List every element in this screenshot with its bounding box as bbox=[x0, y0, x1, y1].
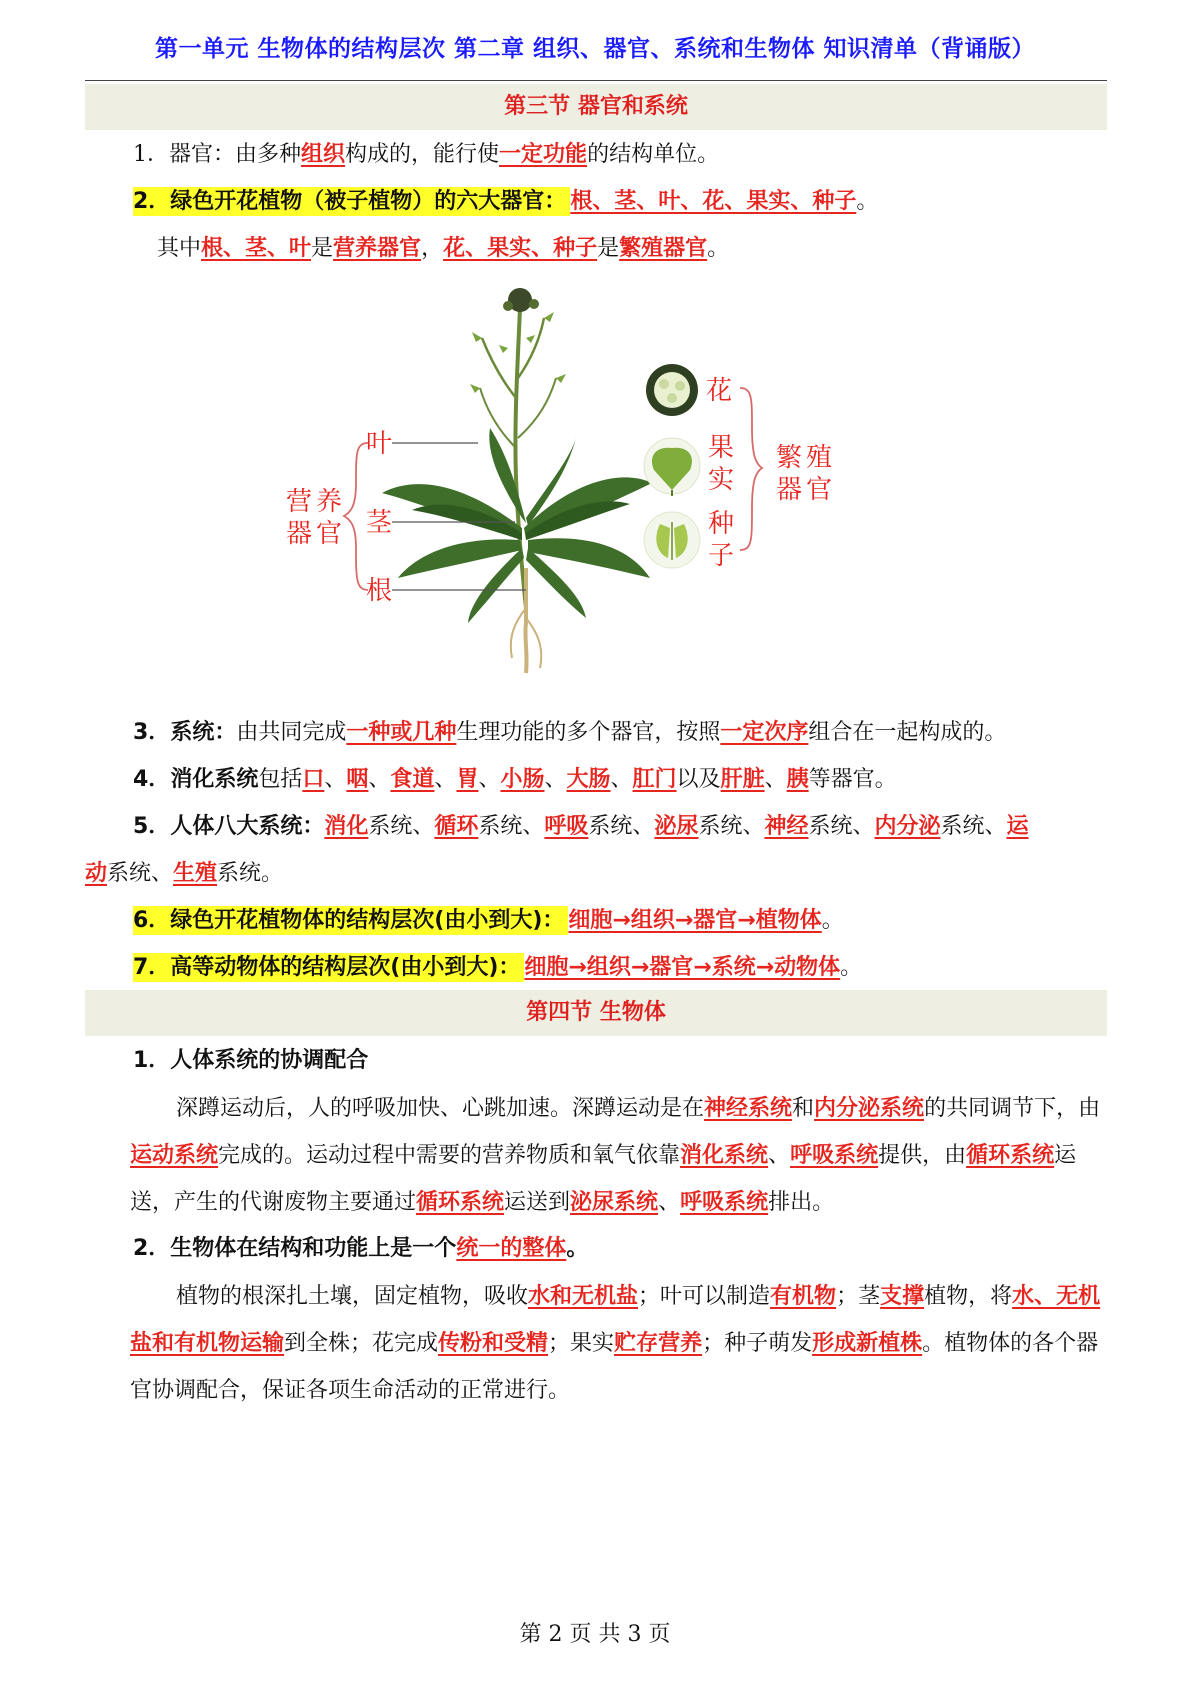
flower-label: 花 bbox=[706, 376, 733, 406]
text: 组合在一起构成的。 bbox=[808, 720, 1007, 745]
text: 系统、 bbox=[808, 814, 875, 839]
keyword: 食道 bbox=[390, 767, 435, 792]
text: ；种子萌发 bbox=[702, 1331, 813, 1356]
keyword: 动 bbox=[85, 861, 108, 886]
keyword: 呼吸 bbox=[544, 814, 589, 839]
keyword: 内分泌系统 bbox=[814, 1096, 925, 1121]
keyword: 神经 bbox=[764, 814, 809, 839]
text: 、 bbox=[610, 767, 633, 792]
text: 。 bbox=[566, 1236, 589, 1261]
keyword: 运 bbox=[1006, 814, 1029, 839]
text: 以及 bbox=[676, 767, 721, 792]
keyword: 大肠 bbox=[566, 767, 611, 792]
item-4-digestive bbox=[133, 765, 897, 795]
item-number: 3． bbox=[133, 720, 171, 745]
keyword: 细胞→组织→器官→系统→动物体 bbox=[524, 955, 841, 980]
item-number: 4． bbox=[133, 767, 171, 792]
label: 系统： bbox=[170, 720, 237, 745]
fruit-label-line1: 果 bbox=[708, 433, 735, 463]
vegetative-organs-label-line1: 营养 bbox=[286, 487, 347, 517]
keyword: 胰 bbox=[786, 767, 809, 792]
keyword: 营养器官 bbox=[333, 236, 422, 261]
text: 和 bbox=[792, 1096, 815, 1121]
text: 。植物体的各个器官协调配合，保证各项生命活动的正常进行。 bbox=[130, 1331, 1099, 1403]
keyword: 细胞→组织→器官→植物体 bbox=[568, 908, 822, 933]
seed-label-line2: 子 bbox=[708, 541, 735, 571]
item-2-detail bbox=[157, 234, 729, 264]
keyword: 消化 bbox=[324, 814, 369, 839]
text: 系统、 bbox=[940, 814, 1007, 839]
item-5-continued bbox=[85, 859, 283, 889]
root-label: 根 bbox=[366, 576, 393, 606]
keyword: 循环系统 bbox=[966, 1143, 1055, 1168]
plant-illustration bbox=[382, 288, 652, 673]
keyword: 胃 bbox=[456, 767, 479, 792]
fruit-label-line2: 实 bbox=[708, 465, 735, 495]
text: 系统、 bbox=[368, 814, 435, 839]
keyword: 口 bbox=[302, 767, 325, 792]
text: 包括 bbox=[258, 767, 303, 792]
item-7-animal-hierarchy bbox=[133, 953, 862, 983]
text: 其中 bbox=[157, 236, 202, 261]
keyword: 运动系统 bbox=[130, 1143, 219, 1168]
text: 系统、 bbox=[107, 861, 174, 886]
text: ；果实 bbox=[548, 1331, 615, 1356]
section-title-4: 第四节 生物体 bbox=[85, 990, 1107, 1036]
keyword: 循环 bbox=[434, 814, 479, 839]
reproductive-organs-group bbox=[644, 364, 836, 571]
keyword: 有机物 bbox=[770, 1284, 837, 1309]
keyword: 泌尿系统 bbox=[570, 1190, 659, 1215]
label: 消化系统 bbox=[170, 767, 259, 792]
highlighted-label: 6．绿色开花植物体的结构层次(由小到大)： bbox=[133, 906, 568, 935]
section-title-3: 第三节 器官和系统 bbox=[85, 84, 1107, 130]
text: 、 bbox=[658, 1190, 681, 1215]
keyword: 肝脏 bbox=[720, 767, 765, 792]
paragraph-plant-organs bbox=[130, 1273, 1108, 1414]
keyword: 根、茎、叶、花、果实、种子 bbox=[570, 189, 857, 214]
text: 。 bbox=[821, 908, 844, 933]
text: 是 bbox=[311, 236, 334, 261]
plant-organs-figure bbox=[286, 278, 900, 698]
text: 提供，由 bbox=[878, 1143, 967, 1168]
text: 是 bbox=[597, 236, 620, 261]
keyword: 生殖 bbox=[173, 861, 218, 886]
keyword: 消化系统 bbox=[680, 1143, 769, 1168]
text: 完成的。运动过程中需要的营养物质和氧气依靠 bbox=[218, 1143, 681, 1168]
text: ；叶可以制造 bbox=[638, 1284, 771, 1309]
text: 排出。 bbox=[768, 1190, 835, 1215]
keyword: 泌尿 bbox=[654, 814, 699, 839]
text: 、 bbox=[768, 1143, 791, 1168]
seed-image bbox=[644, 512, 700, 568]
keyword: 咽 bbox=[346, 767, 369, 792]
page-footer: 第 2 页 共 3 页 bbox=[519, 1622, 671, 1647]
stem-label: 茎 bbox=[366, 508, 393, 538]
keyword: 组织 bbox=[301, 142, 346, 167]
text: 系统、 bbox=[478, 814, 545, 839]
text: 器官：由多种 bbox=[169, 142, 302, 167]
highlighted-label: 7．高等动物体的结构层次(由小到大)： bbox=[133, 953, 524, 982]
highlighted-label: 2．绿色开花植物（被子植物）的六大器官： bbox=[133, 187, 570, 216]
keyword: 呼吸系统 bbox=[680, 1190, 769, 1215]
text: 植物的根深扎土壤，固定植物，吸收 bbox=[176, 1284, 529, 1309]
item-number: 1． bbox=[133, 142, 169, 167]
keyword: 小肠 bbox=[500, 767, 545, 792]
keyword: 水、无机盐和有机物运输 bbox=[130, 1284, 1101, 1356]
text: 到全株；花完成 bbox=[284, 1331, 439, 1356]
label: 2．生物体在结构和功能上是一个 bbox=[133, 1236, 457, 1261]
text: 生理功能的多个器官，按照 bbox=[456, 720, 721, 745]
keyword: 神经系统 bbox=[704, 1096, 793, 1121]
text: 构成的，能行使 bbox=[345, 142, 500, 167]
text: 运送到 bbox=[504, 1190, 571, 1215]
item-6-plant-hierarchy bbox=[133, 906, 844, 936]
item-5-eight-systems bbox=[133, 812, 1029, 842]
text: 、 bbox=[478, 767, 501, 792]
text: ， bbox=[421, 236, 444, 261]
keyword: 肛门 bbox=[632, 767, 677, 792]
text: 。 bbox=[707, 236, 730, 261]
fruit-image bbox=[644, 438, 700, 496]
text: 系统、 bbox=[698, 814, 765, 839]
keyword: 水和无机盐 bbox=[528, 1284, 639, 1309]
item-3-system bbox=[133, 718, 1006, 748]
keyword: 内分泌 bbox=[874, 814, 941, 839]
text: 、 bbox=[434, 767, 457, 792]
keyword: 繁殖器官 bbox=[619, 236, 708, 261]
text: ；茎 bbox=[836, 1284, 881, 1309]
keyword: 贮存营养 bbox=[614, 1331, 703, 1356]
text: 。 bbox=[840, 955, 863, 980]
reproductive-organs-label-line2: 器官 bbox=[776, 475, 837, 505]
text: 由共同完成 bbox=[236, 720, 347, 745]
keyword: 花、果实、种子 bbox=[443, 236, 598, 261]
text: 系统、 bbox=[588, 814, 655, 839]
keyword: 根、茎、叶 bbox=[201, 236, 312, 261]
keyword: 支撑 bbox=[880, 1284, 925, 1309]
text: 植物，将 bbox=[924, 1284, 1013, 1309]
text: 深蹲运动后，人的呼吸加快、心跳加速。深蹲运动是在 bbox=[176, 1096, 705, 1121]
text: 等器官。 bbox=[808, 767, 897, 792]
keyword: 一定功能 bbox=[499, 142, 588, 167]
keyword: 循环系统 bbox=[416, 1190, 505, 1215]
keyword: 一种或几种 bbox=[346, 720, 457, 745]
flower-image bbox=[646, 364, 698, 416]
text: 系统。 bbox=[217, 861, 284, 886]
keyword: 传粉和受精 bbox=[438, 1331, 549, 1356]
text: 的结构单位。 bbox=[587, 142, 720, 167]
header-rule bbox=[85, 80, 1107, 81]
keyword: 呼吸系统 bbox=[790, 1143, 879, 1168]
keyword: 统一的整体 bbox=[456, 1236, 567, 1261]
text: 、 bbox=[544, 767, 567, 792]
text: 、 bbox=[324, 767, 347, 792]
item-1-coordination-heading: 1．人体系统的协调配合 bbox=[133, 1048, 369, 1073]
label: 人体八大系统： bbox=[170, 814, 325, 839]
text: 运送，产生的代谢废物主要通过 bbox=[130, 1143, 1077, 1215]
text: 的共同调节下，由 bbox=[924, 1096, 1101, 1121]
reproductive-organs-label-line1: 繁殖 bbox=[776, 443, 837, 473]
seed-label-line1: 种 bbox=[708, 509, 735, 539]
paragraph-coordination bbox=[130, 1085, 1108, 1226]
item-number: 5． bbox=[133, 814, 171, 839]
item-2-unified-whole bbox=[133, 1234, 588, 1264]
text: 、 bbox=[368, 767, 391, 792]
item-1-organ bbox=[133, 140, 719, 170]
keyword: 一定次序 bbox=[720, 720, 809, 745]
text: 、 bbox=[764, 767, 787, 792]
page-header: 第一单元 生物体的结构层次 第二章 组织、器官、系统和生物体 知识清单（背诵版） bbox=[154, 36, 1036, 62]
text: 。 bbox=[856, 189, 879, 214]
keyword: 形成新植株 bbox=[812, 1331, 923, 1356]
item-2-six-organs bbox=[133, 187, 878, 217]
vegetative-organs-label-line2: 器官 bbox=[286, 519, 347, 549]
leaf-label: 叶 bbox=[366, 429, 393, 459]
